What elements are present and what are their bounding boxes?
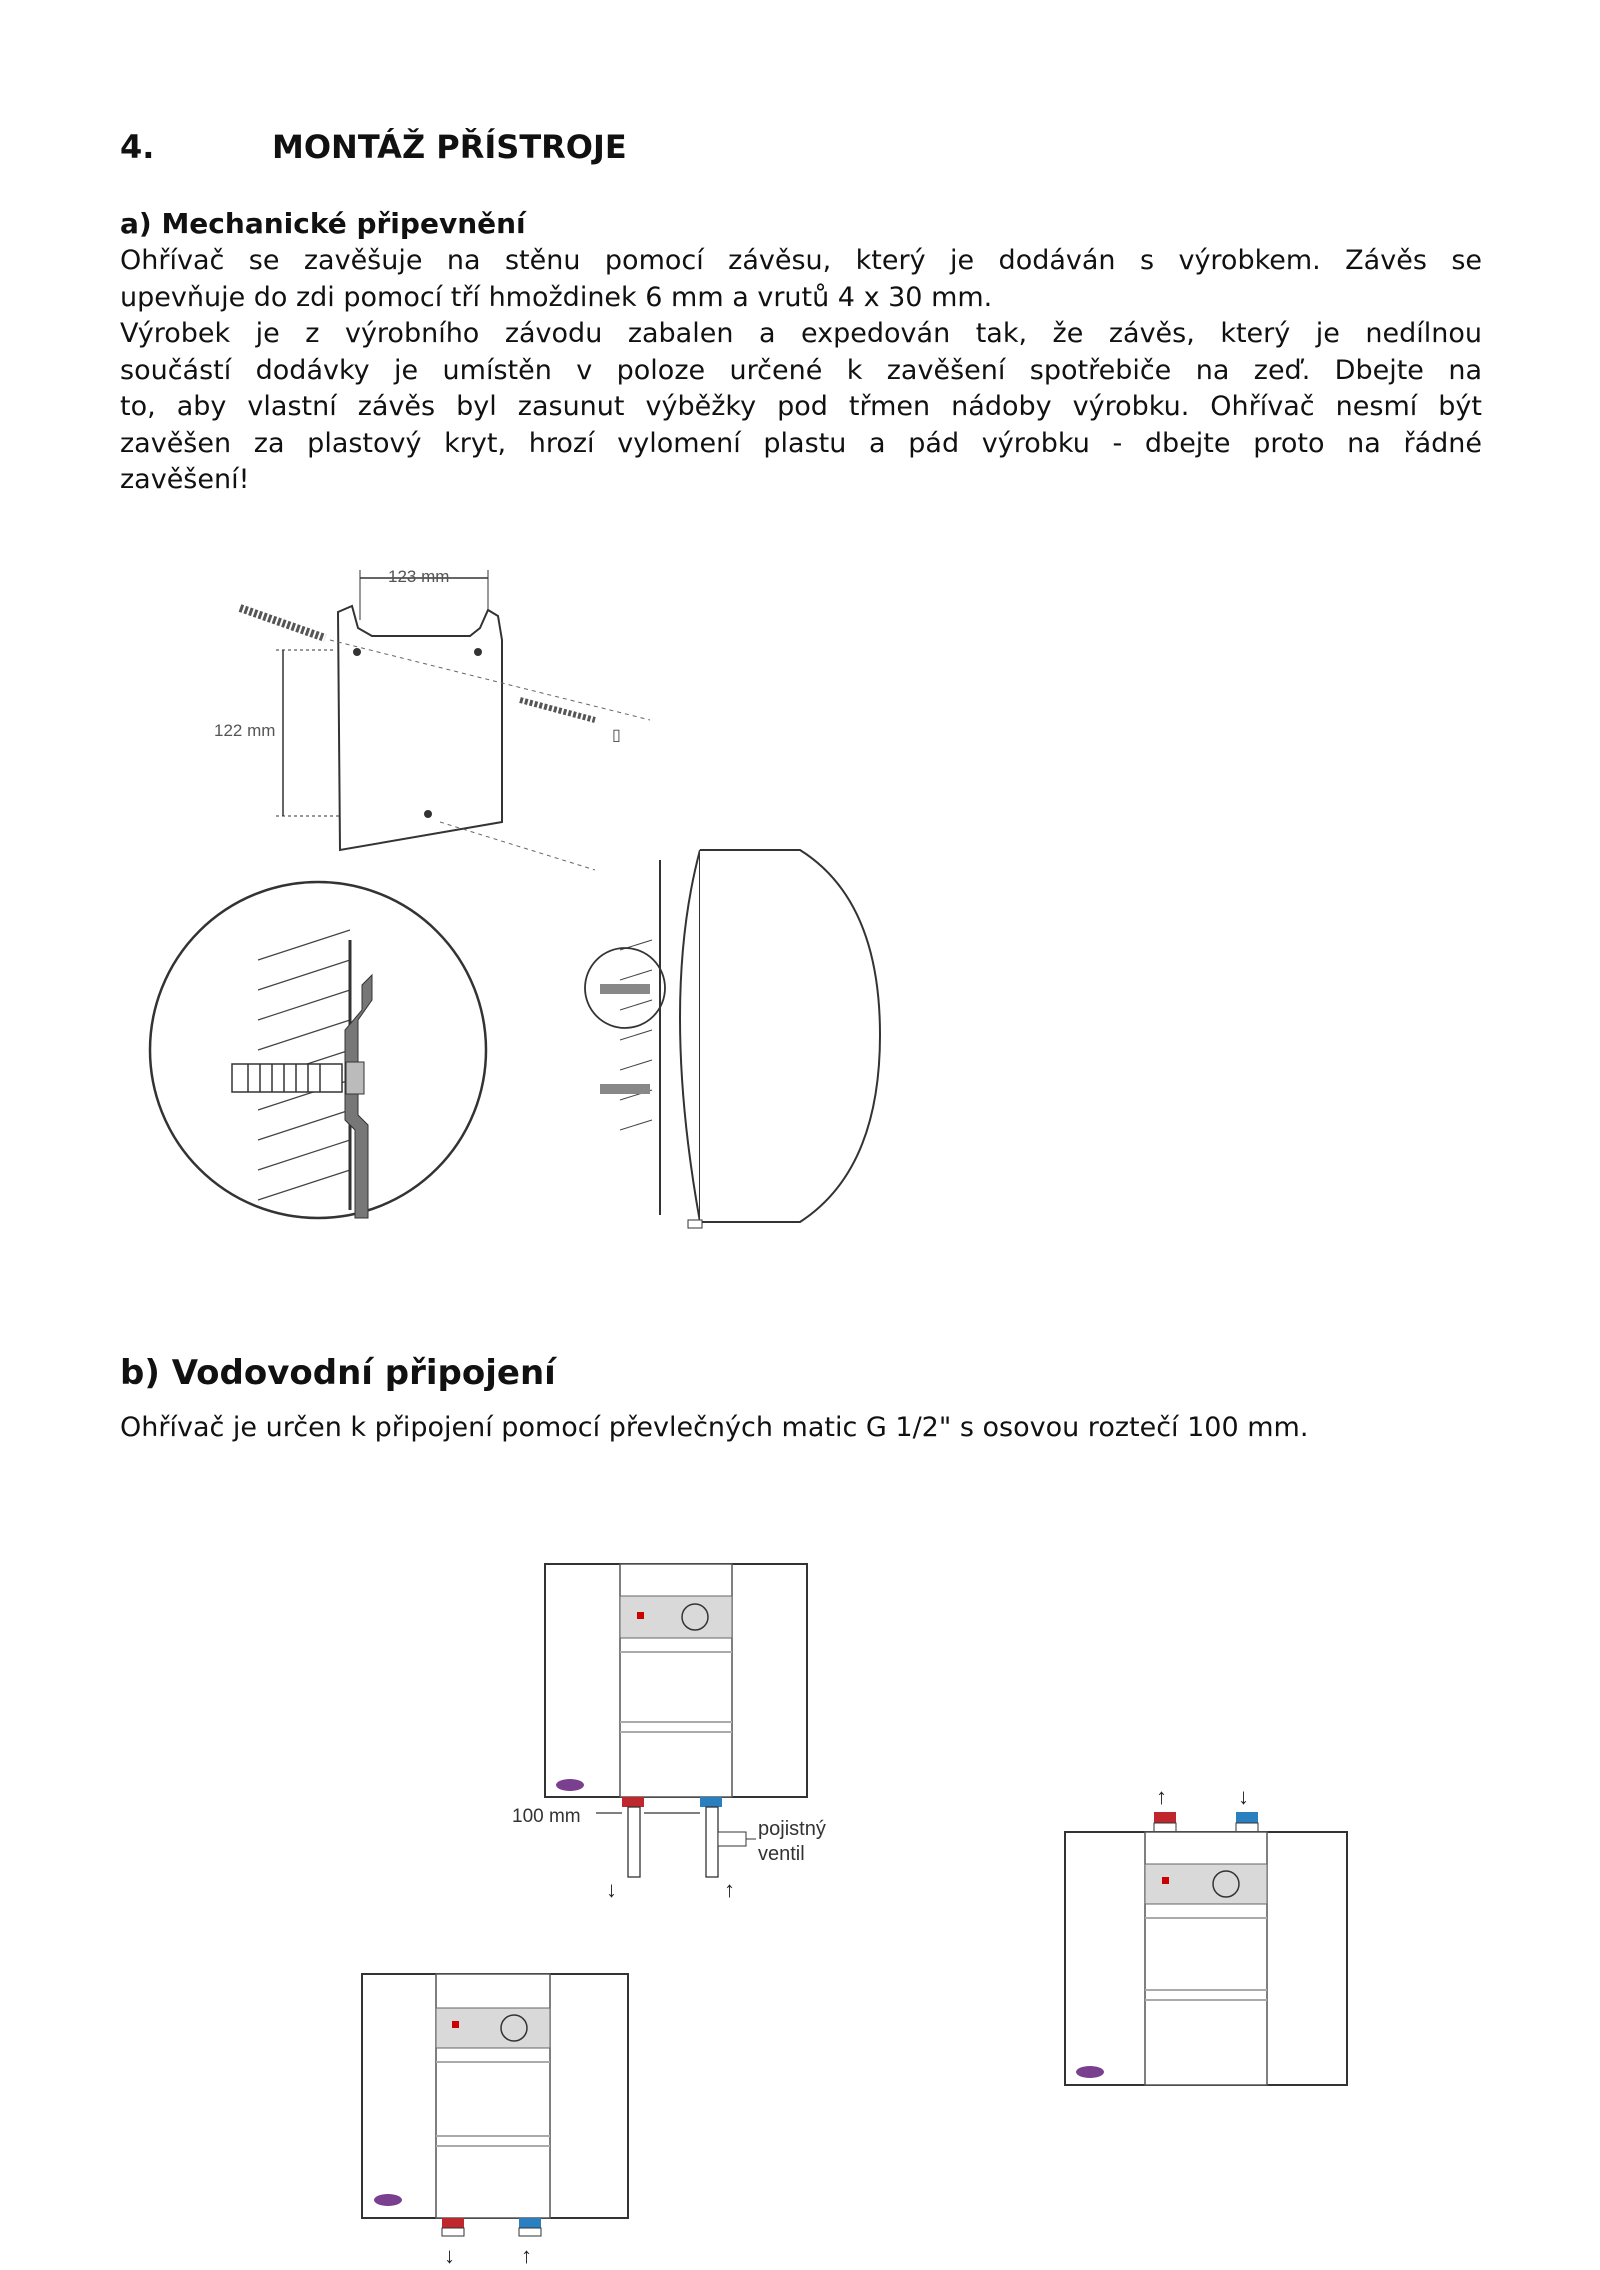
hot-out-arrow-icon: ↓ (444, 2243, 455, 2268)
valve-label-line1: pojistný (758, 1818, 826, 1840)
section-number: 4. (120, 128, 155, 166)
dim-height-label: 122 mm (214, 721, 276, 740)
mechanical-line: upevňuje do zdi pomocí tří hmoždinek 6 mm a vrutů 4 x 30 mm. (120, 281, 993, 313)
cold-in-arrow-icon: ↑ (724, 1877, 735, 1902)
valve-label-line2: ventil (758, 1843, 805, 1865)
section-title: MONTÁŽ PŘÍSTROJE (272, 128, 627, 166)
cold-in-arrow-icon: ↓ (1238, 1784, 1249, 1809)
water-title: b) Vodovodní připojení (120, 1353, 556, 1393)
cold-in-arrow-icon: ↑ (521, 2243, 532, 2268)
mechanical-line: Výrobek je z výrobního závodu zabalen a expedován tak, že závěs, který je nedílnou (120, 318, 1482, 349)
pipe-spacing-label: 100 mm (512, 1806, 581, 1827)
water-paragraph: Ohřívač je určen k připojení pomocí převlečných matic G 1/2" s osovou roztečí 100 mm. (120, 1412, 1309, 1443)
mechanical-line: zavěšen za plastový kryt, hrozí vylomení plastu a pád výrobku - dbejte proto na řádné (120, 427, 1482, 459)
mechanical-line: to, aby vlastní závěs byl zasunut výběžky pod třmen nádoby výrobku. Ohřívač nesmí být (120, 391, 1482, 422)
mechanical-title: a) Mechanické připevnění (120, 207, 526, 240)
hot-out-arrow-icon: ↑ (1156, 1784, 1167, 1809)
screw-mark: ▯ (612, 727, 621, 744)
mechanical-line: zavěšení! (120, 464, 250, 495)
hot-out-arrow-icon: ↓ (606, 1877, 617, 1902)
dim-width-label: 123 mm (388, 567, 450, 586)
mechanical-line: Ohřívač se zavěšuje na stěnu pomocí závěsu, který je dodáván s výrobkem. Závěs se (120, 245, 1482, 276)
mechanical-line: součástí dodávky je umístěn v poloze určené k zavěšení spotřebiče na zeď. Dbejte na (120, 354, 1482, 386)
